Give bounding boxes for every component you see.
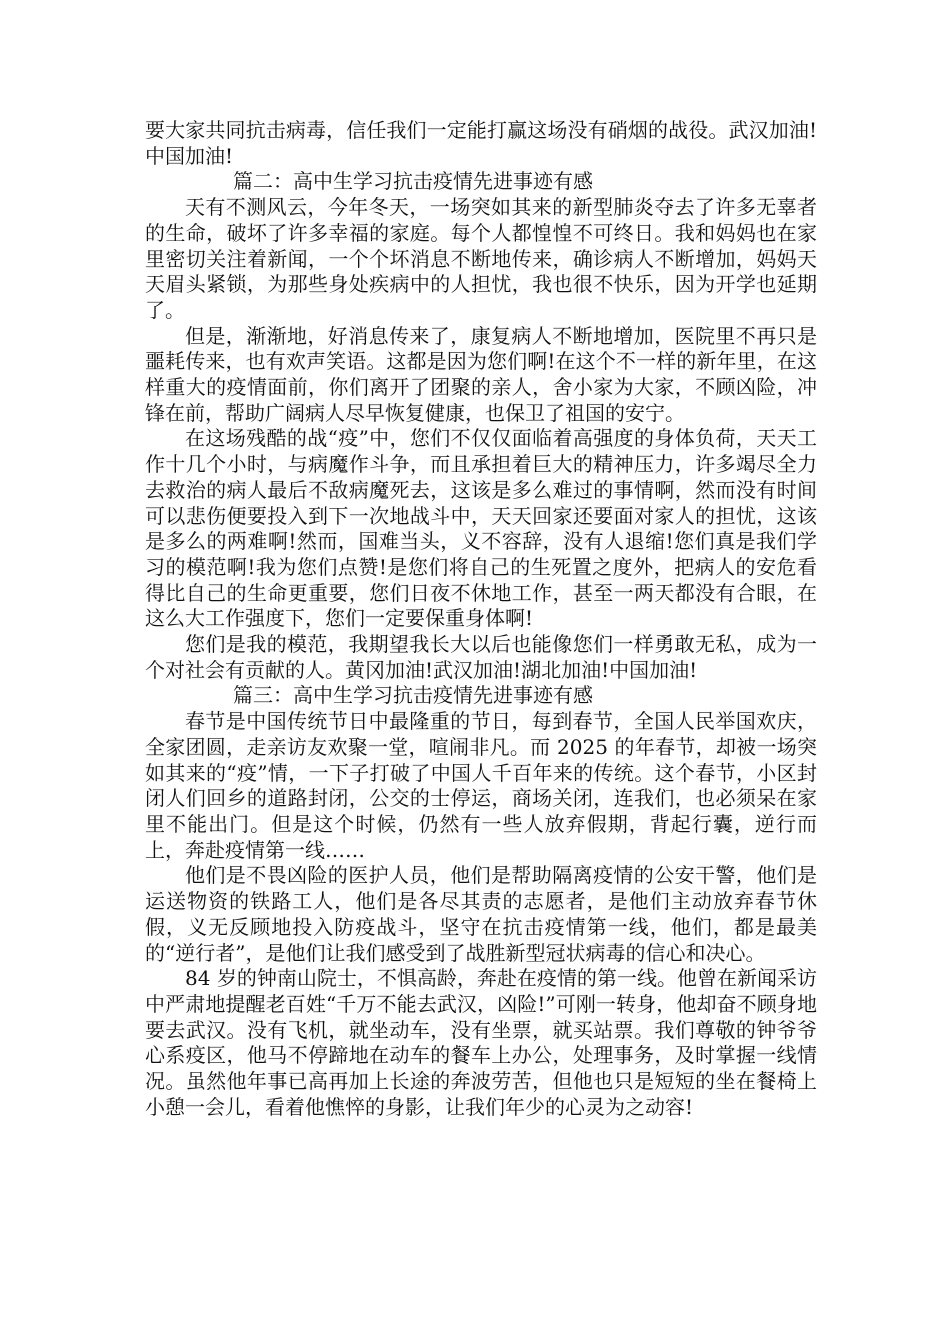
- intro-tail-paragraph: 要大家共同抗击病毒，信任我们一定能打赢这场没有硝烟的战役。武汉加油!中国加油!: [145, 118, 817, 168]
- section3-paragraph-3: 84 岁的钟南山院士，不惧高龄，奔赴在疫情的第一线。他曾在新闻采访中严肃地提醒老百姓“千万不能去武汉，凶险!”可刚一转身，他却奋不顾身地要去武汉。没有飞机，就坐动车，没有坐票，就买站票。我们尊敬的钟爷爷心系疫区，他马不停蹄地在动车的餐车上办公，处理事务，及时掌握一线情况。虽然他年事已高再加上长途的奔波劳苦，但他也只是短短的坐在餐椅上小憩一会儿，看着他憔悴的身影，让我们年少的心灵为之动容!: [145, 966, 817, 1119]
- section2-paragraph-4: 您们是我的模范，我期望我长大以后也能像您们一样勇敢无私，成为一个对社会有贡献的人。黄冈加油!武汉加油!湖北加油!中国加油!: [145, 632, 817, 682]
- document-page: [145, 118, 817, 1120]
- section3-paragraph-2: 他们是不畏凶险的医护人员，他们是帮助隔离疫情的公安干警，他们是运送物资的铁路工人，他们是各尽其责的志愿者，是他们主动放弃春节休假，义无反顾地投入防疫战斗，坚守在抗击疫情第一线，他们，都是最美的“逆行者”，是他们让我们感受到了战胜新型冠状病毒的信心和决心。: [145, 863, 817, 965]
- section2-paragraph-2: 但是，渐渐地，好消息传来了，康复病人不断地增加，医院里不再只是噩耗传来，也有欢声笑语。这都是因为您们啊!在这个不一样的新年里，在这样重大的疫情面前，你们离开了团聚的亲人，舍小家为大家，不顾凶险，冲锋在前，帮助广阔病人尽早恢复健康，也保卫了祖国的安宁。: [145, 323, 817, 425]
- section3-paragraph-1: 春节是中国传统节日中最隆重的节日，每到春节，全国人民举国欢庆，全家团圆，走亲访友欢聚一堂，喧闹非凡。而 2025 的年春节，却被一场突如其来的“疫”情，一下子打破了中国人千百年来的传统。这个春节，小区封闭人们回乡的道路封闭，公交的士停运，商场关闭，连我们，也必须呆在家里不能出门。但是这个时候，仍然有一些人放弃假期，背起行囊，逆行而上，奔赴疫情第一线……: [145, 709, 817, 862]
- section2-heading: 篇二：高中生学习抗击疫情先进事迹有感: [233, 169, 593, 194]
- section3-heading: 篇三：高中生学习抗击疫情先进事迹有感: [233, 683, 593, 708]
- section2-paragraph-3: 在这场残酷的战“疫”中，您们不仅仅面临着高强度的身体负荷，天天工作十几个小时，与病魔作斗争，而且承担着巨大的精神压力，许多竭尽全力去救治的病人最后不敌病魔死去，这该是多么难过的事情啊，然而没有时间可以悲伤便要投入到下一次地战斗中，天天回家还要面对家人的担忧，这该是多么的两难啊!然而，国难当头，义不容辞，没有人退缩!您们真是我们学习的模范啊!我为您们点赞!是您们将自己的生死置之度外，把病人的安危看得比自己的生命更重要，您们日夜不休地工作，甚至一两天都没有合眼，在这么大工作强度下，您们一定要保重身体啊!: [145, 426, 817, 631]
- section2-paragraph-1: 天有不测风云，今年冬天，一场突如其来的新型肺炎夺去了许多无辜者的生命，破坏了许多幸福的家庭。每个人都惶惶不可终日。我和妈妈也在家里密切关注着新闻，一个个坏消息不断地传来，确诊病人不断增加，妈妈天天眉头紧锁，为那些身处疾病中的人担忧，我也很不快乐，因为开学也延期了。: [145, 195, 817, 322]
